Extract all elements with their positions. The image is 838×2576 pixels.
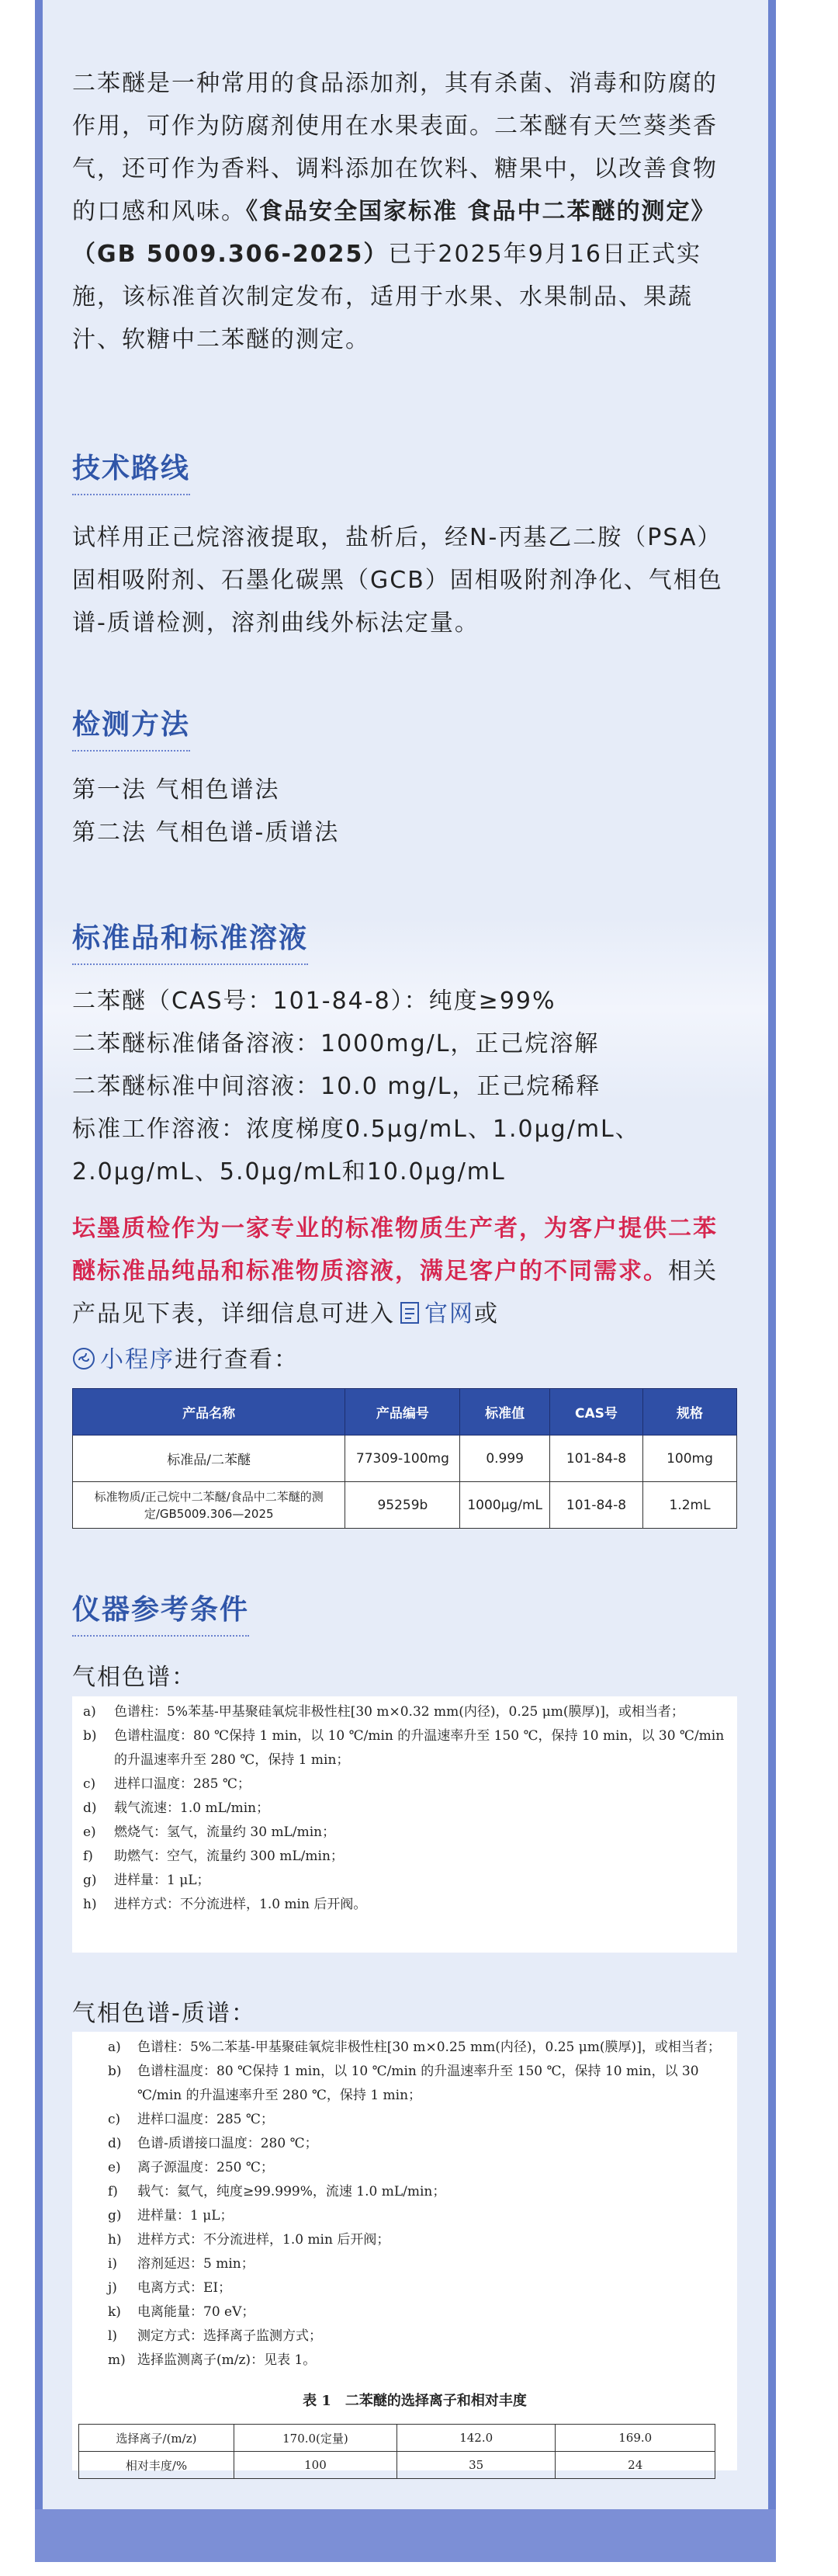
mini-program-link[interactable]: 小程序	[100, 1346, 175, 1373]
right-rail	[768, 0, 776, 2562]
column-header: 标准值	[460, 1389, 549, 1436]
product-table	[72, 1388, 737, 1529]
item-text: 选择监测离子(m/z)：见表 1。	[137, 2352, 317, 2368]
standard-line: 标准工作溶液：浓度梯度0.5μg/mL、1.0μg/mL、	[72, 1116, 640, 1143]
condition-item	[108, 2300, 722, 2324]
table-cell: 101-84-8	[549, 1482, 642, 1529]
standard-title: 《食品安全国家标准 食品中二苯醚的测定》（GB 5009.306-2025）	[72, 198, 716, 268]
table-cell: 142.0	[396, 2425, 556, 2452]
item-label: m)	[108, 2352, 126, 2368]
intro-text: 二苯醚是一种常用的食品添加剂，其有杀菌、消毒和防腐的作用，可作为防腐剂使用在水果表面。二苯醚有天竺葵类香气，还可作为香料、调料添加在饮料、糖果中，以改善食物的口感和风味。	[72, 70, 718, 225]
column-header: 规格	[643, 1389, 737, 1436]
item-label: h)	[108, 2232, 122, 2248]
intro-section	[72, 62, 737, 361]
route-section	[72, 516, 737, 644]
item-label: f)	[108, 2184, 118, 2199]
promo-tail: 进行查看：	[175, 1346, 299, 1373]
table-cell: 77309-100mg	[345, 1436, 460, 1482]
left-rail	[35, 0, 43, 2562]
item-text: 色谱柱温度：80 ℃保持 1 min，以 10 ℃/min 的升温速率升至 150 ℃，保持 10 min，以 30 ℃/min 的升温速率升至 280 ℃，保持 1 min；	[114, 1728, 725, 1768]
standards-title: 标准品和标准溶液	[72, 922, 309, 954]
methods-list	[72, 769, 737, 854]
mini-program-icon[interactable]	[72, 1342, 95, 1384]
condition-item	[108, 2349, 722, 2373]
standard-line: 二苯醚（CAS号：101-84-8）：纯度≥99%	[72, 988, 556, 1015]
item-label: c)	[83, 1776, 96, 1792]
instrument-heading	[72, 1588, 249, 1637]
intro-paragraph	[72, 62, 737, 361]
item-text: 助燃气：空气，流量约 300 mL/min；	[114, 1849, 344, 1864]
item-label: k)	[108, 2304, 121, 2320]
heading-underline	[72, 963, 308, 965]
condition-item	[83, 1821, 726, 1845]
table-cell: 101-84-8	[549, 1436, 642, 1482]
item-text: 测定方式：选择离子监测方式；	[137, 2328, 322, 2344]
condition-item	[108, 2204, 722, 2228]
item-label: c)	[108, 2112, 121, 2127]
standards-heading	[72, 916, 308, 965]
item-text: 燃烧气：氢气，流量约 30 mL/min；	[114, 1824, 336, 1840]
table-row	[79, 2425, 715, 2452]
intro-tail: 已于2025年9月16日正式实施，该标准首次制定发布，适用于水果、水果制品、果蔬汁、软糖中二苯醚的测定。	[72, 241, 702, 353]
condition-item	[108, 2156, 722, 2180]
document-icon[interactable]	[400, 1296, 420, 1338]
condition-item	[108, 2228, 722, 2252]
item-label: j)	[108, 2280, 117, 2296]
table-cell: 标准品/二苯醚	[73, 1436, 345, 1482]
table-header-row	[73, 1389, 737, 1436]
route-heading	[72, 446, 190, 495]
condition-item	[108, 2324, 722, 2349]
item-text: 进样口温度：285 ℃；	[114, 1776, 251, 1792]
condition-item	[83, 1797, 726, 1821]
item-text: 进样方式：不分流进样，1.0 min 后开阀；	[137, 2232, 390, 2248]
instrument-title: 仪器参考条件	[72, 1594, 250, 1626]
item-text: 色谱柱：5%苯基-甲基聚硅氧烷非极性柱[30 m×0.32 mm(内径)，0.25 μm(膜厚)]，或相当者；	[114, 1704, 684, 1720]
ion-table-title: 表 1 二苯醚的选择离子和相对丰度	[303, 2393, 527, 2409]
table-cell: 1.2mL	[643, 1482, 737, 1529]
item-text: 溶剂延迟：5 min；	[137, 2256, 255, 2272]
table-cell: 100	[234, 2452, 397, 2479]
standard-line: 二苯醚标准储备溶液：1000mg/L，正己烷溶解	[72, 1030, 600, 1057]
product-table-wrap	[72, 1388, 737, 1529]
promo-text: 相关产品见下表，详细信息可进入	[72, 1258, 718, 1328]
methods-heading	[72, 703, 190, 752]
methods-title: 检测方法	[72, 709, 191, 741]
item-text: 电离能量：70 eV；	[137, 2304, 255, 2320]
item-text: 进样量：1 μL；	[114, 1873, 210, 1888]
table-cell: 100mg	[643, 1436, 737, 1482]
gcms-conditions	[72, 2032, 737, 2473]
table-cell: 95259b	[345, 1482, 460, 1529]
condition-item	[108, 2180, 722, 2204]
method-item: 第一法 气相色谱法	[72, 776, 280, 804]
condition-item	[108, 2108, 722, 2132]
table-cell: 1000μg/mL	[460, 1482, 549, 1529]
table-cell: 24	[556, 2452, 715, 2479]
official-site-link[interactable]: 官网	[424, 1300, 474, 1328]
item-text: 进样口温度：285 ℃；	[137, 2112, 274, 2127]
column-header: 产品名称	[73, 1389, 345, 1436]
condition-item	[83, 1869, 726, 1893]
item-label: i)	[108, 2256, 118, 2272]
gc-conditions	[72, 1696, 737, 1953]
gcms-label: 气相色谱-质谱：	[72, 2000, 256, 2027]
item-text: 色谱柱：5%二苯基-甲基聚硅氧烷非极性柱[30 m×0.25 mm(内径)，0.25 μm(膜厚)]，或相当者；	[137, 2040, 721, 2055]
condition-item	[108, 2036, 722, 2060]
item-label: a)	[83, 1704, 96, 1720]
condition-item	[108, 2132, 722, 2156]
table-cell: 标准物质/正己烷中二苯醚/食品中二苯醚的测定/GB5009.306—2025	[73, 1482, 345, 1529]
item-text: 载气：氦气，纯度≥99.999%，流速 1.0 mL/min；	[137, 2184, 446, 2199]
promo-section	[72, 1207, 737, 1384]
item-text: 载气流速：1.0 mL/min；	[114, 1800, 270, 1816]
item-label: e)	[83, 1824, 96, 1840]
item-label: b)	[108, 2064, 122, 2079]
item-text: 进样量：1 μL；	[137, 2208, 234, 2224]
item-label: g)	[108, 2208, 122, 2224]
route-title: 技术路线	[72, 453, 191, 484]
table-cell: 170.0(定量)	[234, 2425, 397, 2452]
table-cell: 35	[396, 2452, 556, 2479]
item-label: g)	[83, 1873, 97, 1888]
condition-item	[83, 1724, 726, 1772]
standard-line: 2.0μg/mL、5.0μg/mL和10.0μg/mL	[72, 1158, 506, 1186]
item-label: b)	[83, 1728, 97, 1744]
item-text: 色谱-质谱接口温度：280 ℃；	[137, 2136, 318, 2151]
heading-underline	[72, 494, 190, 495]
column-header: 产品编号	[345, 1389, 460, 1436]
promo-paragraph	[72, 1207, 737, 1384]
item-text: 进样方式：不分流进样，1.0 min 后开阀。	[114, 1897, 367, 1912]
table-cell: 选择离子/(m/z)	[79, 2425, 234, 2452]
method-item: 第二法 气相色谱-质谱法	[72, 819, 340, 846]
condition-item	[83, 1893, 726, 1917]
table-row	[79, 2452, 715, 2479]
item-text: 离子源温度：250 ℃；	[137, 2160, 274, 2175]
table-cell: 0.999	[460, 1436, 549, 1482]
item-label: f)	[83, 1849, 93, 1864]
condition-item	[108, 2276, 722, 2300]
condition-item	[83, 1772, 726, 1797]
standard-line: 二苯醚标准中间溶液：10.0 mg/L，正己烷稀释	[72, 1073, 601, 1100]
item-label: a)	[108, 2040, 121, 2055]
table-row	[73, 1436, 737, 1482]
condition-item	[83, 1700, 726, 1724]
table-cell: 169.0	[556, 2425, 715, 2452]
footer-bar	[35, 2509, 776, 2562]
item-label: h)	[83, 1897, 97, 1912]
item-label: l)	[108, 2328, 118, 2344]
gc-label: 气相色谱：	[72, 1664, 196, 1691]
item-label: d)	[108, 2136, 122, 2151]
standards-list	[72, 980, 737, 1193]
condition-item	[108, 2252, 722, 2276]
table-row	[73, 1482, 737, 1529]
condition-item	[108, 2060, 722, 2108]
item-text: 色谱柱温度：80 ℃保持 1 min，以 10 ℃/min 的升温速率升至 150 ℃，保持 10 min，以 30 ℃/min 的升温速率升至 280 ℃，保持 1 min；	[137, 2064, 699, 2103]
condition-item	[83, 1845, 726, 1869]
item-text: 电离方式：EI；	[137, 2280, 232, 2296]
column-header: CAS号	[549, 1389, 642, 1436]
heading-underline	[72, 1635, 249, 1637]
table-cell: 相对丰度/%	[79, 2452, 234, 2479]
ion-table	[78, 2424, 715, 2479]
promo-red-text: 坛墨质检作为一家专业的标准物质生产者，为客户提供二苯醚标准品纯品和标准物质溶液，满足客户的不同需求。	[72, 1215, 718, 1285]
heading-underline	[72, 750, 190, 752]
route-text: 试样用正己烷溶液提取，盐析后，经N-丙基乙二胺（PSA）固相吸附剂、石墨化碳黑（GCB）固相吸附剂净化、气相色谱-质谱检测，溶剂曲线外标法定量。	[72, 524, 723, 637]
item-label: e)	[108, 2160, 121, 2175]
item-label: d)	[83, 1800, 97, 1816]
promo-or: 或	[474, 1300, 499, 1328]
